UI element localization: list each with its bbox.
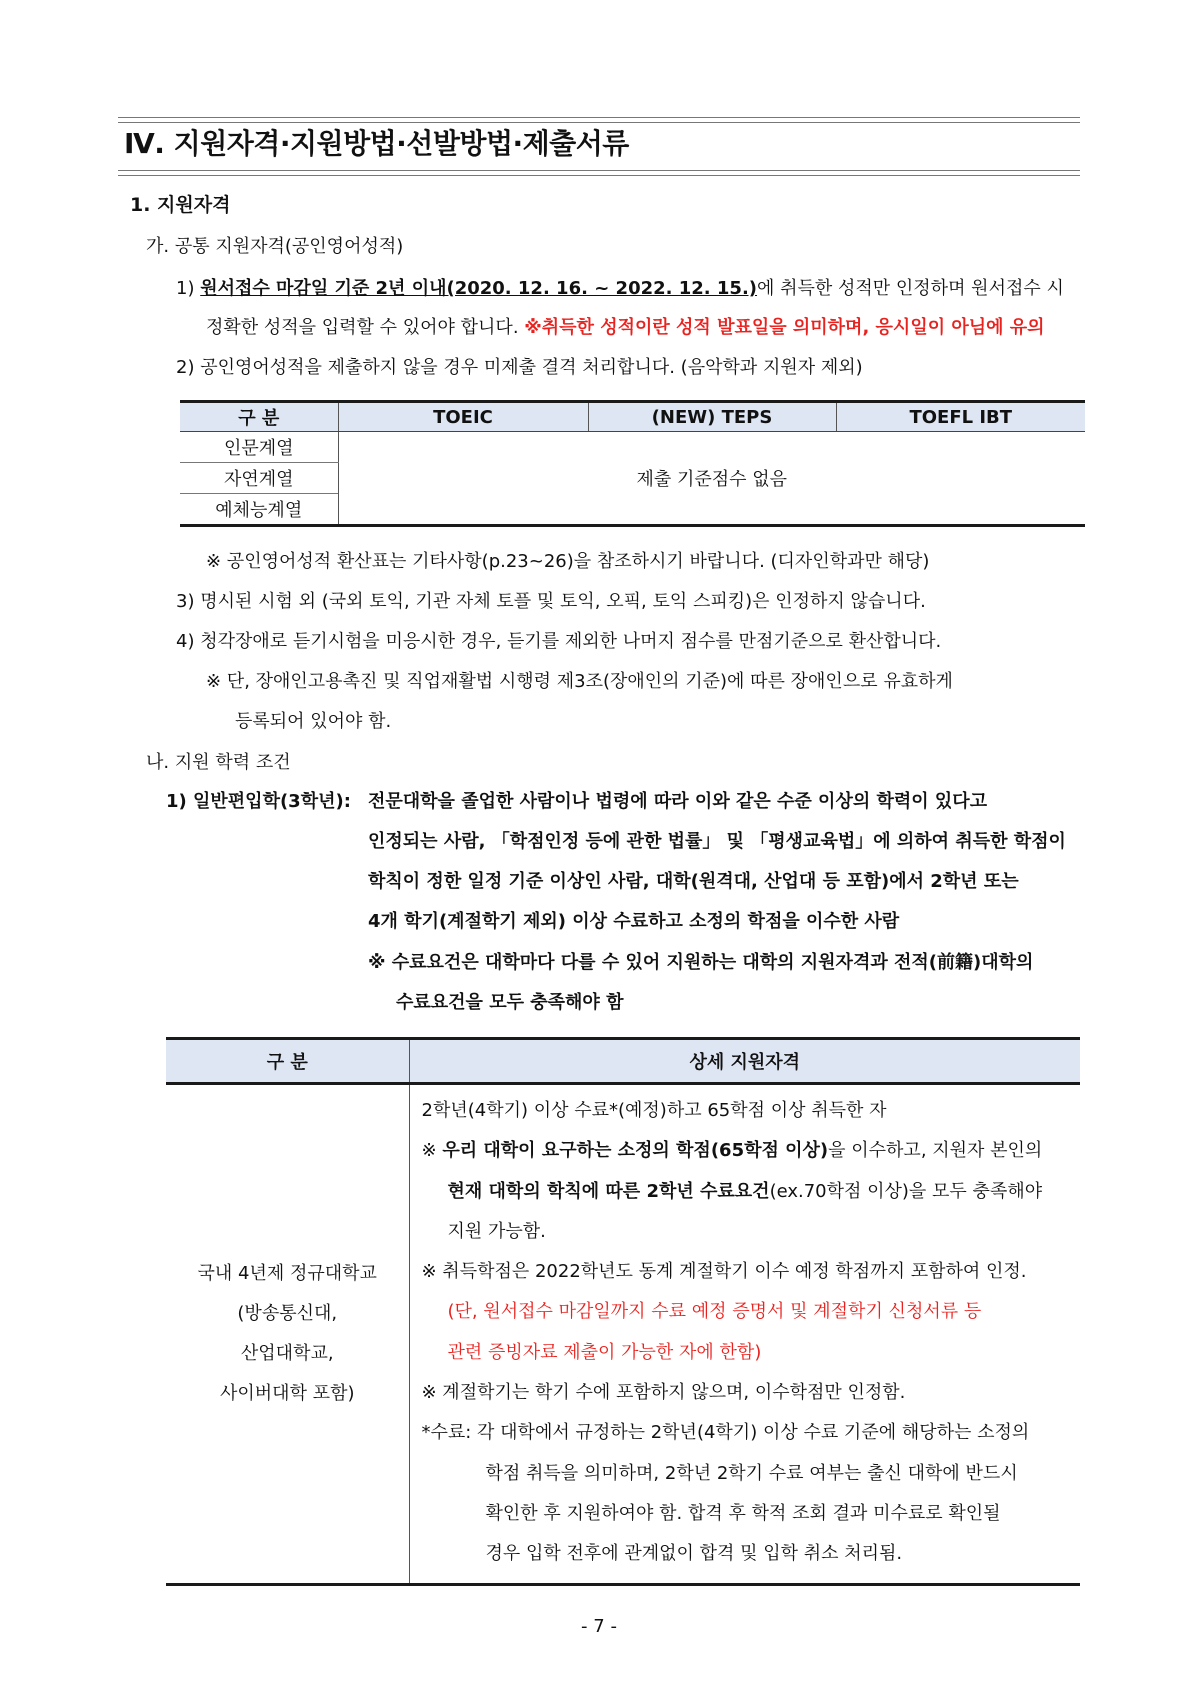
na-item-1-line1: 전문대학을 졸업한 사람이나 법령에 따라 이와 같은 수준 이상의 학력이 있다고 (368, 791, 988, 812)
ga-item-3: 3) 명시된 시험 외 (국외 토익, 기관 자체 토플 및 토익, 오픽, 토익 스피킹)은 인정하지 않습니다. (176, 591, 926, 612)
ga-item-1 (176, 277, 1064, 301)
t2-r2-bold: 우리 대학이 요구하는 소정의 학점(65학점 이상) (442, 1140, 829, 1162)
t1-header-teps: (NEW) TEPS (588, 402, 836, 432)
na-item-1-line3: 학칙이 정한 일정 기준 이상인 사람, 대학(원격대, 산업대 등 포함)에서 2학년 또는 (368, 871, 1019, 892)
t1-header-toefl: TOEFL IBT (836, 402, 1085, 432)
t1-row-natural: 자연계열 (180, 463, 338, 494)
t2-right-cell (409, 1084, 1080, 1585)
english-score-table (180, 400, 1085, 527)
t2-r9: *수료: 각 대학에서 규정하는 2학년(4학기) 이상 수료 기준에 해당하는 소정의 (421, 1422, 1030, 1444)
t2-r2-rest: 을 이수하고, 지원자 본인의 (828, 1140, 1043, 1162)
t1-header-category: 구 분 (180, 402, 338, 432)
t2-header-category: 구 분 (166, 1039, 409, 1084)
qualification-table (166, 1037, 1080, 1586)
ga-item-1-rest: 에 취득한 성적만 인정하며 원서접수 시 (757, 278, 1064, 299)
t2-r3-bold: 현재 대학의 학칙에 따른 2학년 수료요건 (447, 1180, 770, 1202)
t2-left-cell (166, 1084, 409, 1585)
page-number: - 7 - (581, 1616, 617, 1637)
t2-r2-mark: ※ (421, 1140, 437, 1162)
t1-row-humanities: 인문계열 (180, 432, 338, 463)
ga-item-2: 2) 공인영어성적을 제출하지 않을 경우 미제출 결격 처리합니다. (음악학과 지원자 제외) (176, 357, 863, 378)
t2-left-line3: 산업대학교, (240, 1342, 334, 1364)
ga-item-1-num: 1) (176, 278, 195, 299)
na-item-1-line2: 인정되는 사람, 「학점인정 등에 관한 법률」 및 「평생교육법」에 의하여 취득한 학점이 (368, 831, 1066, 852)
ga-note-1: ※ 공인영어성적 환산표는 기타사항(p.23~26)을 참조하시기 바랍니다. (디자인학과만 해당) (206, 551, 930, 572)
na-item-1-line4: 4개 학기(계절학기 제외) 이상 수료하고 소정의 학점을 이수한 사람 (368, 911, 900, 932)
t2-r3-rest: (ex.70학점 이상)을 모두 충족해야 (769, 1180, 1043, 1202)
ga-item-1-line2 (206, 316, 1045, 340)
t1-merged-cell: 제출 기준점수 없음 (338, 432, 1085, 526)
ga-item-1-warning: ※취득한 성적이란 성적 발표일을 의미하며, 응시일이 아님에 유의 (524, 317, 1045, 338)
t2-r5: ※ 취득학점은 2022학년도 동계 계절학기 이수 예정 학점까지 포함하여 인정. (421, 1261, 1027, 1283)
ga-item-4: 4) 청각장애로 듣기시험을 미응시한 경우, 듣기를 제외한 나머지 점수를 만점기준으로 환산합니다. (176, 631, 942, 652)
ga-note-2-line1: ※ 단, 장애인고용촉진 및 직업재활법 시행령 제3조(장애인의 기준)에 따른 장애인으로 유효하게 (206, 671, 953, 692)
ga-item-1-line2-text: 정확한 성적을 입력할 수 있어야 합니다. (206, 317, 519, 338)
ga-item-1-bold: 원서접수 마감일 기준 2년 이내(2020. 12. 16. ~ 2022. 12. 15.) (200, 278, 758, 299)
t2-r10: 학점 취득을 의미하며, 2학년 2학기 수료 여부는 출신 대학에 반드시 (485, 1462, 1018, 1484)
t2-left-line2: (방송통신대, (237, 1302, 338, 1324)
t2-left-line4: 사이버대학 포함) (220, 1382, 355, 1404)
t2-r12: 경우 입학 전후에 관계없이 합격 및 입학 취소 처리됨. (485, 1543, 903, 1565)
t2-r2 (410, 1131, 1081, 1171)
t2-header-detail: 상세 지원자격 (409, 1039, 1080, 1084)
t2-r8: ※ 계절학기는 학기 수에 포함하지 않으며, 이수학점만 인정함. (421, 1382, 906, 1404)
t2-r4: 지원 가능함. (447, 1220, 546, 1242)
heading-na: 나. 지원 학력 조건 (146, 752, 291, 773)
t2-left-line1: 국내 4년제 정규대학교 (197, 1262, 377, 1284)
title-rule-bottom (118, 170, 1080, 176)
t2-r1: 2학년(4학기) 이상 수료*(예정)하고 65학점 이상 취득한 자 (421, 1100, 887, 1121)
na-item-1-label: 1) 일반편입학(3학년): (166, 791, 351, 812)
na-note-line1: ※ 수료요건은 대학마다 다를 수 있어 지원하는 대학의 지원자격과 전적(前籍)대학의 (368, 952, 1034, 973)
ga-note-2-line2: 등록되어 있어야 함. (235, 711, 392, 732)
heading-ga: 가. 공통 지원자격(공인영어성적) (146, 236, 404, 257)
t2-r6: (단, 원서접수 마감일까지 수료 예정 증명서 및 계절학기 신청서류 등 (447, 1301, 982, 1323)
t2-r11: 확인한 후 지원하여야 함. 합격 후 학적 조회 결과 미수료로 확인될 (485, 1502, 1001, 1524)
section-title: Ⅳ. 지원자격·지원방법·선발방법·제출서류 (124, 127, 629, 160)
heading-1: 1. 지원자격 (130, 194, 231, 216)
t2-r7: 관련 증빙자료 제출이 가능한 자에 한함) (447, 1341, 762, 1363)
na-note-line2: 수료요건을 모두 충족해야 함 (396, 992, 624, 1013)
t2-r3 (410, 1172, 1081, 1212)
t1-header-toeic: TOEIC (338, 402, 588, 432)
t1-row-arts: 예체능계열 (180, 494, 338, 526)
